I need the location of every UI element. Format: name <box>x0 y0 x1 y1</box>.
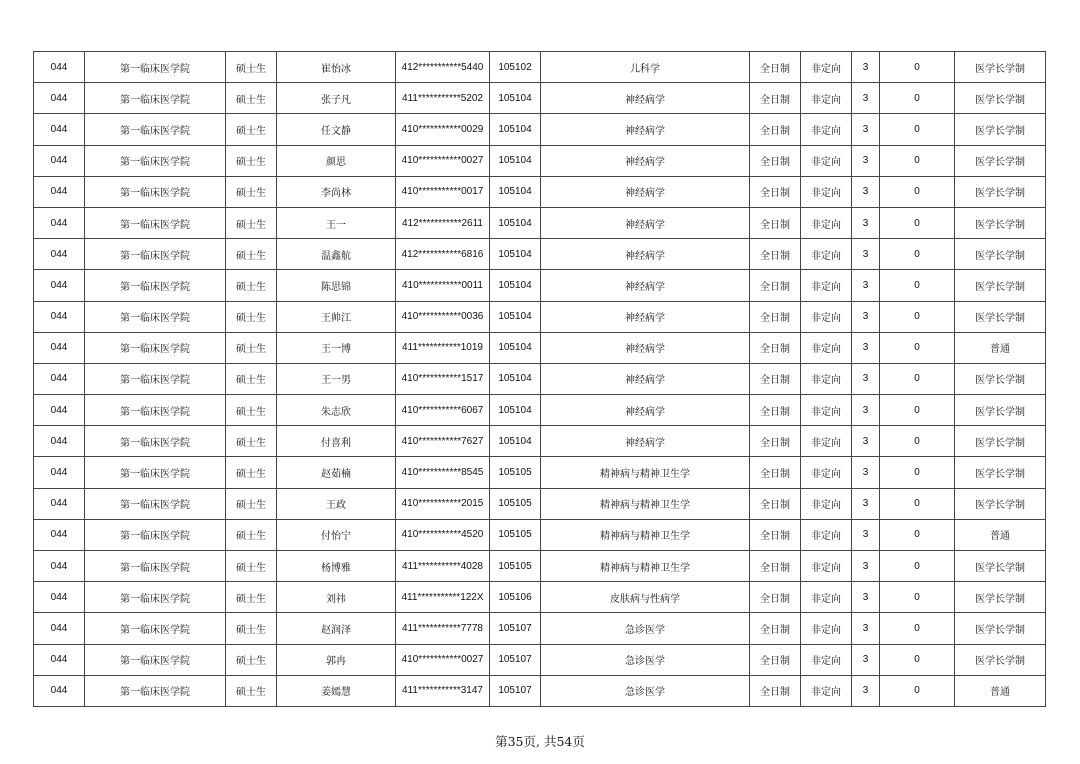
cell-study-mode: 全日制 <box>750 176 801 207</box>
cell-degree-type: 硕士生 <box>226 457 277 488</box>
cell-unit-code: 044 <box>34 52 85 83</box>
table-row <box>34 239 1046 270</box>
cell-program-type: 医学长学制 <box>955 613 1046 644</box>
cell-major-name: 急诊医学 <box>541 675 750 706</box>
cell-major-name: 神经病学 <box>541 83 750 114</box>
table-row <box>34 332 1046 363</box>
cell-duration: 3 <box>852 145 880 176</box>
cell-id-number: 410***********1517 <box>396 363 490 394</box>
cell-study-mode: 全日制 <box>750 644 801 675</box>
cell-college: 第一临床医学院 <box>85 644 226 675</box>
cell-id-number: 410***********6067 <box>396 395 490 426</box>
cell-college: 第一临床医学院 <box>85 488 226 519</box>
cell-degree-type: 硕士生 <box>226 551 277 582</box>
cell-duration: 3 <box>852 239 880 270</box>
cell-student-name: 王一 <box>277 207 396 238</box>
cell-id-number: 411***********7778 <box>396 613 490 644</box>
cell-id-number: 410***********0027 <box>396 644 490 675</box>
cell-college: 第一临床医学院 <box>85 145 226 176</box>
cell-degree-type: 硕士生 <box>226 83 277 114</box>
cell-count: 0 <box>880 363 955 394</box>
table-row <box>34 52 1046 83</box>
cell-major-code: 105104 <box>490 83 541 114</box>
cell-unit-code: 044 <box>34 426 85 457</box>
table-row <box>34 519 1046 550</box>
cell-id-number: 410***********0036 <box>396 301 490 332</box>
cell-major-name: 神经病学 <box>541 332 750 363</box>
cell-study-mode: 全日制 <box>750 426 801 457</box>
cell-duration: 3 <box>852 675 880 706</box>
cell-unit-code: 044 <box>34 519 85 550</box>
cell-program-type: 医学长学制 <box>955 426 1046 457</box>
cell-program-type: 医学长学制 <box>955 644 1046 675</box>
cell-orientation: 非定向 <box>801 644 852 675</box>
cell-duration: 3 <box>852 332 880 363</box>
cell-major-code: 105105 <box>490 457 541 488</box>
cell-study-mode: 全日制 <box>750 613 801 644</box>
cell-college: 第一临床医学院 <box>85 519 226 550</box>
cell-major-name: 精神病与精神卫生学 <box>541 457 750 488</box>
table-row <box>34 551 1046 582</box>
cell-study-mode: 全日制 <box>750 52 801 83</box>
cell-student-name: 朱志欣 <box>277 395 396 426</box>
cell-major-name: 神经病学 <box>541 207 750 238</box>
cell-program-type: 医学长学制 <box>955 83 1046 114</box>
cell-orientation: 非定向 <box>801 426 852 457</box>
cell-degree-type: 硕士生 <box>226 239 277 270</box>
cell-study-mode: 全日制 <box>750 239 801 270</box>
cell-id-number: 411***********1019 <box>396 332 490 363</box>
cell-major-code: 105107 <box>490 675 541 706</box>
table-row <box>34 613 1046 644</box>
cell-college: 第一临床医学院 <box>85 239 226 270</box>
cell-major-name: 神经病学 <box>541 395 750 426</box>
cell-id-number: 410***********0017 <box>396 176 490 207</box>
cell-college: 第一临床医学院 <box>85 395 226 426</box>
cell-major-code: 105106 <box>490 582 541 613</box>
cell-major-code: 105105 <box>490 488 541 519</box>
cell-program-type: 医学长学制 <box>955 551 1046 582</box>
cell-duration: 3 <box>852 551 880 582</box>
cell-id-number: 412***********5440 <box>396 52 490 83</box>
cell-program-type: 普通 <box>955 675 1046 706</box>
cell-unit-code: 044 <box>34 145 85 176</box>
cell-duration: 3 <box>852 395 880 426</box>
cell-unit-code: 044 <box>34 644 85 675</box>
cell-unit-code: 044 <box>34 176 85 207</box>
cell-student-name: 张子凡 <box>277 83 396 114</box>
table-row <box>34 83 1046 114</box>
cell-program-type: 普通 <box>955 519 1046 550</box>
cell-id-number: 410***********7627 <box>396 426 490 457</box>
page-footer: 第35页, 共54页 <box>495 734 585 749</box>
cell-student-name: 付喜利 <box>277 426 396 457</box>
cell-count: 0 <box>880 519 955 550</box>
table-row <box>34 301 1046 332</box>
cell-duration: 3 <box>852 270 880 301</box>
cell-major-name: 精神病与精神卫生学 <box>541 488 750 519</box>
cell-duration: 3 <box>852 207 880 238</box>
cell-major-code: 105107 <box>490 613 541 644</box>
cell-major-name: 神经病学 <box>541 239 750 270</box>
cell-program-type: 医学长学制 <box>955 582 1046 613</box>
cell-degree-type: 硕士生 <box>226 332 277 363</box>
cell-college: 第一临床医学院 <box>85 457 226 488</box>
cell-college: 第一临床医学院 <box>85 363 226 394</box>
cell-student-name: 王一博 <box>277 332 396 363</box>
cell-unit-code: 044 <box>34 395 85 426</box>
cell-unit-code: 044 <box>34 363 85 394</box>
cell-count: 0 <box>880 145 955 176</box>
cell-major-name: 急诊医学 <box>541 644 750 675</box>
cell-program-type: 医学长学制 <box>955 176 1046 207</box>
cell-program-type: 医学长学制 <box>955 301 1046 332</box>
cell-college: 第一临床医学院 <box>85 675 226 706</box>
table-row <box>34 426 1046 457</box>
cell-orientation: 非定向 <box>801 613 852 644</box>
cell-duration: 3 <box>852 52 880 83</box>
cell-degree-type: 硕士生 <box>226 644 277 675</box>
table-row <box>34 176 1046 207</box>
cell-id-number: 410***********8545 <box>396 457 490 488</box>
cell-college: 第一临床医学院 <box>85 114 226 145</box>
cell-study-mode: 全日制 <box>750 551 801 582</box>
cell-program-type: 医学长学制 <box>955 114 1046 145</box>
cell-study-mode: 全日制 <box>750 582 801 613</box>
cell-study-mode: 全日制 <box>750 519 801 550</box>
cell-orientation: 非定向 <box>801 457 852 488</box>
cell-major-code: 105104 <box>490 145 541 176</box>
cell-study-mode: 全日制 <box>750 332 801 363</box>
cell-study-mode: 全日制 <box>750 675 801 706</box>
cell-id-number: 411***********5202 <box>396 83 490 114</box>
cell-duration: 3 <box>852 644 880 675</box>
cell-study-mode: 全日制 <box>750 145 801 176</box>
cell-major-code: 105104 <box>490 363 541 394</box>
table-row <box>34 675 1046 706</box>
cell-study-mode: 全日制 <box>750 457 801 488</box>
cell-degree-type: 硕士生 <box>226 363 277 394</box>
cell-program-type: 医学长学制 <box>955 363 1046 394</box>
cell-duration: 3 <box>852 457 880 488</box>
cell-orientation: 非定向 <box>801 207 852 238</box>
table-row <box>34 582 1046 613</box>
cell-orientation: 非定向 <box>801 551 852 582</box>
cell-duration: 3 <box>852 519 880 550</box>
cell-degree-type: 硕士生 <box>226 519 277 550</box>
cell-count: 0 <box>880 270 955 301</box>
cell-student-name: 杨博雅 <box>277 551 396 582</box>
cell-orientation: 非定向 <box>801 52 852 83</box>
cell-major-code: 105104 <box>490 114 541 145</box>
cell-degree-type: 硕士生 <box>226 301 277 332</box>
cell-unit-code: 044 <box>34 301 85 332</box>
cell-id-number: 412***********2611 <box>396 207 490 238</box>
cell-unit-code: 044 <box>34 551 85 582</box>
cell-degree-type: 硕士生 <box>226 675 277 706</box>
cell-major-name: 神经病学 <box>541 301 750 332</box>
cell-major-name: 皮肤病与性病学 <box>541 582 750 613</box>
cell-id-number: 411***********122X <box>396 582 490 613</box>
cell-orientation: 非定向 <box>801 301 852 332</box>
cell-student-name: 温鑫航 <box>277 239 396 270</box>
cell-duration: 3 <box>852 176 880 207</box>
cell-major-name: 神经病学 <box>541 426 750 457</box>
cell-program-type: 医学长学制 <box>955 207 1046 238</box>
cell-program-type: 医学长学制 <box>955 395 1046 426</box>
cell-unit-code: 044 <box>34 270 85 301</box>
cell-program-type: 医学长学制 <box>955 270 1046 301</box>
cell-major-name: 神经病学 <box>541 270 750 301</box>
cell-student-name: 赵茹楠 <box>277 457 396 488</box>
cell-degree-type: 硕士生 <box>226 176 277 207</box>
cell-unit-code: 044 <box>34 207 85 238</box>
cell-study-mode: 全日制 <box>750 83 801 114</box>
cell-college: 第一临床医学院 <box>85 332 226 363</box>
cell-college: 第一临床医学院 <box>85 582 226 613</box>
cell-major-name: 儿科学 <box>541 52 750 83</box>
cell-id-number: 411***********3147 <box>396 675 490 706</box>
cell-student-name: 任文静 <box>277 114 396 145</box>
cell-orientation: 非定向 <box>801 363 852 394</box>
cell-college: 第一临床医学院 <box>85 613 226 644</box>
table-row <box>34 207 1046 238</box>
cell-orientation: 非定向 <box>801 519 852 550</box>
cell-count: 0 <box>880 52 955 83</box>
cell-id-number: 410***********0011 <box>396 270 490 301</box>
cell-major-code: 105104 <box>490 395 541 426</box>
cell-major-name: 神经病学 <box>541 145 750 176</box>
cell-orientation: 非定向 <box>801 270 852 301</box>
cell-program-type: 普通 <box>955 332 1046 363</box>
cell-major-code: 105104 <box>490 176 541 207</box>
cell-duration: 3 <box>852 301 880 332</box>
cell-count: 0 <box>880 551 955 582</box>
cell-major-name: 神经病学 <box>541 363 750 394</box>
cell-count: 0 <box>880 207 955 238</box>
cell-study-mode: 全日制 <box>750 270 801 301</box>
table-row <box>34 488 1046 519</box>
cell-count: 0 <box>880 457 955 488</box>
cell-college: 第一临床医学院 <box>85 551 226 582</box>
cell-orientation: 非定向 <box>801 239 852 270</box>
cell-major-code: 105105 <box>490 551 541 582</box>
cell-student-name: 赵润泽 <box>277 613 396 644</box>
table-row <box>34 457 1046 488</box>
cell-id-number: 410***********4520 <box>396 519 490 550</box>
cell-count: 0 <box>880 239 955 270</box>
cell-major-name: 精神病与精神卫生学 <box>541 519 750 550</box>
cell-major-code: 105102 <box>490 52 541 83</box>
cell-major-code: 105104 <box>490 301 541 332</box>
table-row <box>34 644 1046 675</box>
cell-college: 第一临床医学院 <box>85 301 226 332</box>
cell-degree-type: 硕士生 <box>226 488 277 519</box>
table-row <box>34 363 1046 394</box>
cell-orientation: 非定向 <box>801 114 852 145</box>
cell-count: 0 <box>880 644 955 675</box>
cell-unit-code: 044 <box>34 488 85 519</box>
cell-student-name: 刘祎 <box>277 582 396 613</box>
cell-student-name: 王政 <box>277 488 396 519</box>
cell-unit-code: 044 <box>34 239 85 270</box>
student-roster-table <box>33 51 1046 707</box>
cell-orientation: 非定向 <box>801 395 852 426</box>
cell-count: 0 <box>880 114 955 145</box>
cell-major-name: 精神病与精神卫生学 <box>541 551 750 582</box>
cell-major-code: 105104 <box>490 207 541 238</box>
cell-student-name: 姜嫣慧 <box>277 675 396 706</box>
cell-count: 0 <box>880 395 955 426</box>
cell-count: 0 <box>880 83 955 114</box>
cell-study-mode: 全日制 <box>750 207 801 238</box>
cell-major-code: 105104 <box>490 239 541 270</box>
cell-id-number: 410***********0029 <box>396 114 490 145</box>
cell-id-number: 411***********4028 <box>396 551 490 582</box>
cell-student-name: 陈思锦 <box>277 270 396 301</box>
cell-college: 第一临床医学院 <box>85 426 226 457</box>
cell-id-number: 412***********6816 <box>396 239 490 270</box>
cell-study-mode: 全日制 <box>750 363 801 394</box>
cell-major-code: 105104 <box>490 332 541 363</box>
table-row <box>34 270 1046 301</box>
table-row <box>34 145 1046 176</box>
cell-major-code: 105105 <box>490 519 541 550</box>
cell-unit-code: 044 <box>34 457 85 488</box>
cell-college: 第一临床医学院 <box>85 270 226 301</box>
cell-study-mode: 全日制 <box>750 395 801 426</box>
cell-study-mode: 全日制 <box>750 114 801 145</box>
cell-student-name: 李尚林 <box>277 176 396 207</box>
cell-major-name: 急诊医学 <box>541 613 750 644</box>
cell-study-mode: 全日制 <box>750 488 801 519</box>
cell-orientation: 非定向 <box>801 83 852 114</box>
cell-degree-type: 硕士生 <box>226 207 277 238</box>
cell-degree-type: 硕士生 <box>226 114 277 145</box>
cell-unit-code: 044 <box>34 613 85 644</box>
cell-degree-type: 硕士生 <box>226 270 277 301</box>
cell-duration: 3 <box>852 613 880 644</box>
cell-count: 0 <box>880 176 955 207</box>
cell-count: 0 <box>880 301 955 332</box>
cell-degree-type: 硕士生 <box>226 145 277 176</box>
cell-student-name: 王帅江 <box>277 301 396 332</box>
cell-orientation: 非定向 <box>801 176 852 207</box>
cell-duration: 3 <box>852 363 880 394</box>
table-row <box>34 395 1046 426</box>
cell-program-type: 医学长学制 <box>955 488 1046 519</box>
cell-degree-type: 硕士生 <box>226 395 277 426</box>
cell-college: 第一临床医学院 <box>85 83 226 114</box>
cell-major-name: 神经病学 <box>541 114 750 145</box>
cell-id-number: 410***********2015 <box>396 488 490 519</box>
cell-count: 0 <box>880 675 955 706</box>
cell-study-mode: 全日制 <box>750 301 801 332</box>
cell-count: 0 <box>880 582 955 613</box>
table-row <box>34 114 1046 145</box>
cell-duration: 3 <box>852 582 880 613</box>
cell-program-type: 医学长学制 <box>955 457 1046 488</box>
cell-orientation: 非定向 <box>801 582 852 613</box>
cell-college: 第一临床医学院 <box>85 207 226 238</box>
cell-count: 0 <box>880 613 955 644</box>
cell-duration: 3 <box>852 488 880 519</box>
cell-orientation: 非定向 <box>801 675 852 706</box>
cell-major-code: 105107 <box>490 644 541 675</box>
cell-orientation: 非定向 <box>801 488 852 519</box>
cell-program-type: 医学长学制 <box>955 145 1046 176</box>
roster-body <box>34 52 1046 707</box>
cell-duration: 3 <box>852 83 880 114</box>
cell-major-code: 105104 <box>490 270 541 301</box>
cell-count: 0 <box>880 488 955 519</box>
cell-degree-type: 硕士生 <box>226 613 277 644</box>
cell-orientation: 非定向 <box>801 145 852 176</box>
cell-student-name: 郭冉 <box>277 644 396 675</box>
cell-duration: 3 <box>852 426 880 457</box>
cell-duration: 3 <box>852 114 880 145</box>
cell-unit-code: 044 <box>34 332 85 363</box>
cell-degree-type: 硕士生 <box>226 582 277 613</box>
cell-student-name: 崔怡冰 <box>277 52 396 83</box>
cell-unit-code: 044 <box>34 83 85 114</box>
cell-count: 0 <box>880 332 955 363</box>
cell-program-type: 医学长学制 <box>955 239 1046 270</box>
cell-count: 0 <box>880 426 955 457</box>
cell-student-name: 王一男 <box>277 363 396 394</box>
cell-orientation: 非定向 <box>801 332 852 363</box>
cell-student-name: 颜思 <box>277 145 396 176</box>
cell-degree-type: 硕士生 <box>226 426 277 457</box>
cell-id-number: 410***********0027 <box>396 145 490 176</box>
cell-major-code: 105104 <box>490 426 541 457</box>
cell-college: 第一临床医学院 <box>85 176 226 207</box>
cell-unit-code: 044 <box>34 675 85 706</box>
cell-college: 第一临床医学院 <box>85 52 226 83</box>
cell-unit-code: 044 <box>34 582 85 613</box>
cell-major-name: 神经病学 <box>541 176 750 207</box>
cell-student-name: 付怡宁 <box>277 519 396 550</box>
cell-degree-type: 硕士生 <box>226 52 277 83</box>
cell-unit-code: 044 <box>34 114 85 145</box>
cell-program-type: 医学长学制 <box>955 52 1046 83</box>
